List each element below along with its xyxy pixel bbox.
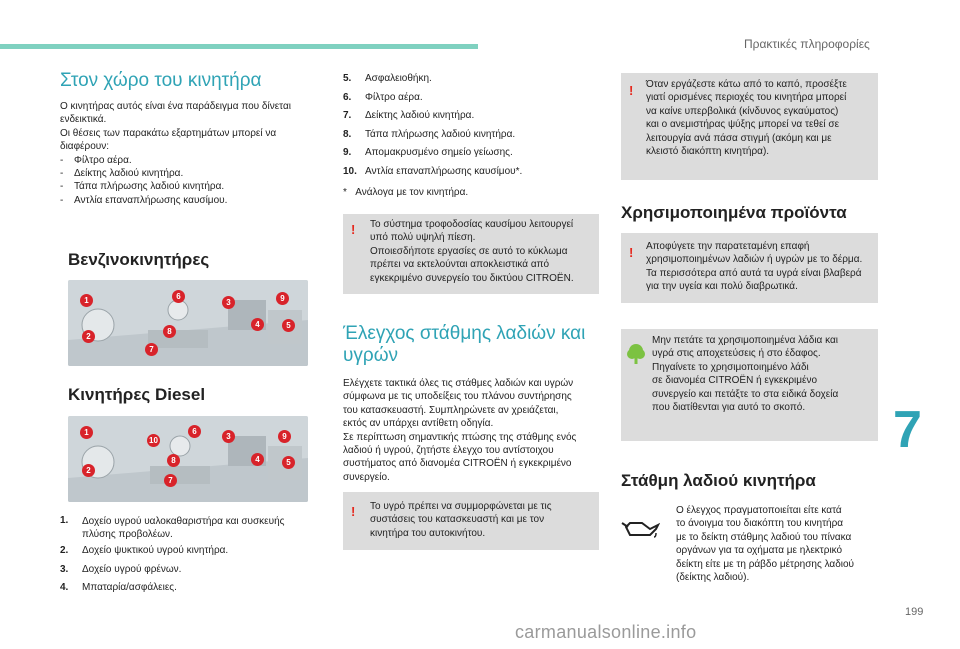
warning-icon: ! [629,83,634,98]
fluid-levels-title: Έλεγχος στάθμης λαδιών και υγρών [343,323,586,366]
engine-room-title: Στον χώρο του κινητήρα [60,70,262,91]
used-products-title: Χρησιμοποιημένα προϊόντα [621,203,847,222]
marker-8: 8 [163,325,176,338]
marker-7: 7 [164,474,177,487]
list-item: 6. Φίλτρο αέρα. [343,91,423,103]
tree-icon [626,343,646,365]
list-item: 10. Αντλία επαναπλήρωσης καυσίμου*. [343,165,523,177]
marker-1: 1 [80,426,93,439]
marker-4: 4 [251,453,264,466]
oil-level-title: Στάθμη λαδιού κινητήρα [621,471,816,490]
list-item: - Δείκτης λαδιού κινητήρα. [60,168,184,180]
list-item: 2. Δοχείο ψυκτικού υγρού κινητήρα. [60,545,229,556]
section-header: Πρακτικές πληροφορίες [744,37,870,51]
engine-illustration [68,280,308,366]
disposal-note: Μην πετάτε τα χρησιμοποιημένα λάδια και υγρά στις αποχετεύσεις ή στο έδαφος. Πηγαίνετε το χρησιμοποιημένο λάδι σε διανομέα CITROËN ή εγκεκριμένο συνεργείο και πετάξτε το στα ειδικά δοχεία που διατίθενται για αυτό το σκοπό. [621,329,878,441]
marker-8: 8 [167,454,180,467]
warning-icon: ! [351,222,356,237]
marker-6: 6 [188,425,201,438]
marker-3: 3 [222,296,235,309]
list-item: - Αντλία επαναπλήρωσης καυσίμου. [60,194,228,206]
marker-9: 9 [276,292,289,305]
watermark: carmanualsonline.info [515,622,697,642]
marker-9: 9 [278,430,291,443]
chapter-number: 7 [893,401,922,459]
component-list-mid [343,73,603,184]
page-number: 199 [905,606,924,618]
list-item: 9. Απομακρυσμένο σημείο γείωσης. [343,147,513,158]
marker-6: 6 [172,290,185,303]
list-item: 5. Ασφαλειοθήκη. [343,73,432,84]
petrol-engines-title: Βενζινοκινητήρες [68,250,210,269]
oil-level-body: Ο έλεγχος πραγματοποιείται είτε κατά το άνοιγμα του διακόπτη του κινητήρα με το δείκτη στάθμης λαδιού του πίνακα οργάνων για τα οχήματα με ηλεκτρικό δείκτη είτε με τη ράβδο μέτρησης λαδιού (δείκτης λαδιού). [676,505,855,584]
marker-7: 7 [145,343,158,356]
list-item: 1. Δοχείο υγρού υαλοκαθαριστήρα και συσκευής πλύσης προβολέων. [60,515,285,540]
marker-3: 3 [222,430,235,443]
warning-icon: ! [351,504,356,519]
warning-icon: ! [629,245,634,260]
marker-4: 4 [251,318,264,331]
skin-contact-warning: ! Αποφύγετε την παρατεταμένη επαφή χρησιμοποιημένων λαδιών ή υγρών με το δέρμα. Τα περισσότερα από αυτά τα υγρά είναι βλαβερά για την υγεία και πολύ διαβρωτικά. [621,233,878,303]
marker-5: 5 [282,456,295,469]
top-accent-bar [0,44,478,49]
marker-2: 2 [82,464,95,477]
marker-10: 10 [147,434,160,447]
hot-engine-warning: ! Όταν εργάζεστε κάτω από το καπό, προσέξτε γιατί ορισμένες περιοχές του κινητήρα μπορεί να καίνε υπερβολικά (κίνδυνος εγκαύματος) και ο ανεμιστήρας ψύξης μπορεί να τεθεί σε λειτουργία ανά πάσα στιγμή (ακόμη και με κλειστό διακόπτη κινητήρα). [621,73,878,180]
footnote: * Ανάλογα με τον κινητήρα. [343,187,469,198]
list-item: 7. Δείκτης λαδιού κινητήρα. [343,110,475,121]
diesel-engines-title: Κινητήρες Diesel [68,385,206,404]
engine-room-intro: Ο κινητήρας αυτός είναι ένα παράδειγμα που δίνεται ενδεικτικά. Οι θέσεις των παρακάτω εξαρτημάτων μπορεί να διαφέρουν: - Φίλτρο αέρα. - Δείκτης λαδιού κινητήρα. - Τάπα πλήρωσης λαδιού κινητήρα. - Αντλία επαναπλήρωσης καυσίμου. [60,100,330,207]
marker-5: 5 [282,319,295,332]
diesel-engine-photo [68,416,308,502]
oil-can-icon [620,515,660,541]
fluid-spec-warning: ! Το υγρό πρέπει να συμμορφώνεται με τις συστάσεις του κατασκευαστή και με τον κινητήρα του αυτοκινήτου. [343,492,599,550]
list-item: - Φίλτρο αέρα. [60,154,132,166]
marker-2: 2 [82,330,95,343]
marker-1: 1 [80,294,93,307]
list-item: 4. Μπαταρία/ασφάλειες. [60,582,177,593]
fluid-levels-body: Ελέγχετε τακτικά όλες τις στάθμες λαδιών και υγρών σύμφωνα με τις υποδείξεις του πλάνου συντήρησης του κατασκευαστή. Συμπληρώνετε αν χρειάζεται, εκτός αν υπάρχει αντίθετη οδηγία. Σε περίπτωση σημαντικής πτώσης της στάθμης ενός λαδιού ή υγρού, ζητήστε έλεγχο του αντίστοιχου συστήματος από διανομέα CITROËN ή εγκεκριμένο συνεργείο. [343,378,577,483]
component-list-left [60,515,330,601]
list-item: - Τάπα πλήρωσης λαδιού κινητήρα. [60,181,225,193]
petrol-engine-photo [68,280,308,366]
fuel-pressure-warning: ! Το σύστημα τροφοδοσίας καυσίμου λειτουργεί υπό πολύ υψηλή πίεση. Οποιεσδήποτε εργασίες σε αυτό το κύκλωμα πρέπει να εκτελούνται αποκλειστικά από εγκεκριμένο συνεργείο του δικτύου CITROËN. [343,214,599,294]
list-item: 8. Τάπα πλήρωσης λαδιού κινητήρα. [343,128,516,140]
list-item: 3. Δοχείο υγρού φρένων. [60,563,182,575]
